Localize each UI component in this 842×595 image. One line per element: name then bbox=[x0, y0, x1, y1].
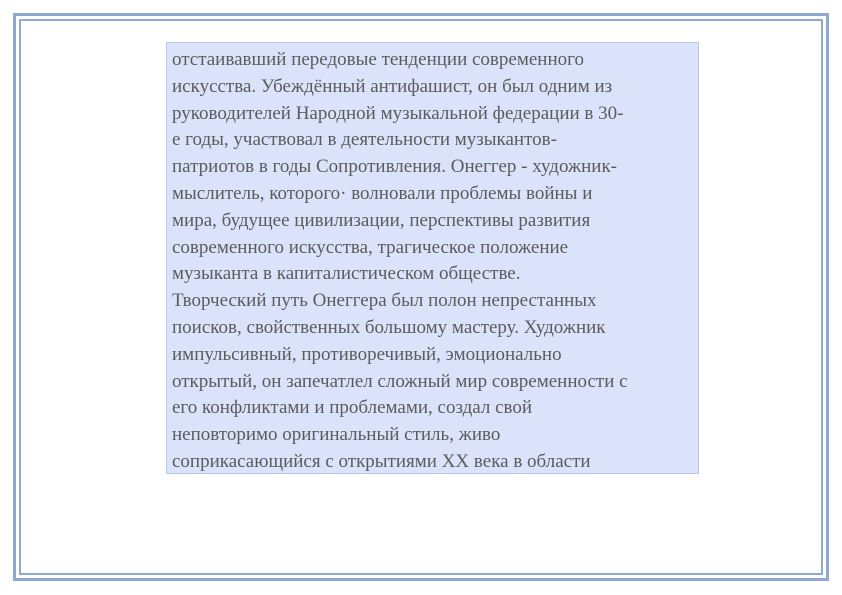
text-line: мира, будущее цивилизации, перспективы развития bbox=[172, 209, 591, 231]
text-line: поисков, свойственных большому мастеру. Художник bbox=[172, 316, 606, 338]
text-line: е годы, участвовал в деятельности музыкантов- bbox=[172, 129, 557, 151]
text-line: открытый, он запечатлел сложный мир современности с bbox=[172, 370, 628, 392]
text-box[interactable] bbox=[166, 42, 699, 474]
text-line: Творческий путь Онеггера был полон непрестанных bbox=[172, 290, 597, 312]
text-line: мыслитель, которого· волновали проблемы войны и bbox=[172, 182, 593, 204]
text-line: отстаивавший передовые тенденции современного bbox=[172, 49, 584, 70]
text-line: соприкасающийся с открытиями XX века в области bbox=[172, 450, 591, 472]
text-line: импульсивный, противоречивый, эмоционально bbox=[172, 343, 562, 365]
text-line: патриотов в годы Сопротивления. Онеггер - художник- bbox=[172, 156, 617, 178]
text-line: музыканта в капиталистическом обществе. bbox=[172, 263, 521, 285]
text-line: руководителей Народной музыкальной федерации в 30- bbox=[172, 102, 624, 124]
text-line: современного искусства, трагическое положение bbox=[172, 236, 569, 258]
text-line: его конфликтами и проблемами, создал свой bbox=[172, 397, 533, 419]
text-line: неповторимо оригинальный стиль, живо bbox=[172, 424, 501, 446]
text-line: искусства. Убеждённый антифашист, он был одним из bbox=[172, 75, 613, 97]
